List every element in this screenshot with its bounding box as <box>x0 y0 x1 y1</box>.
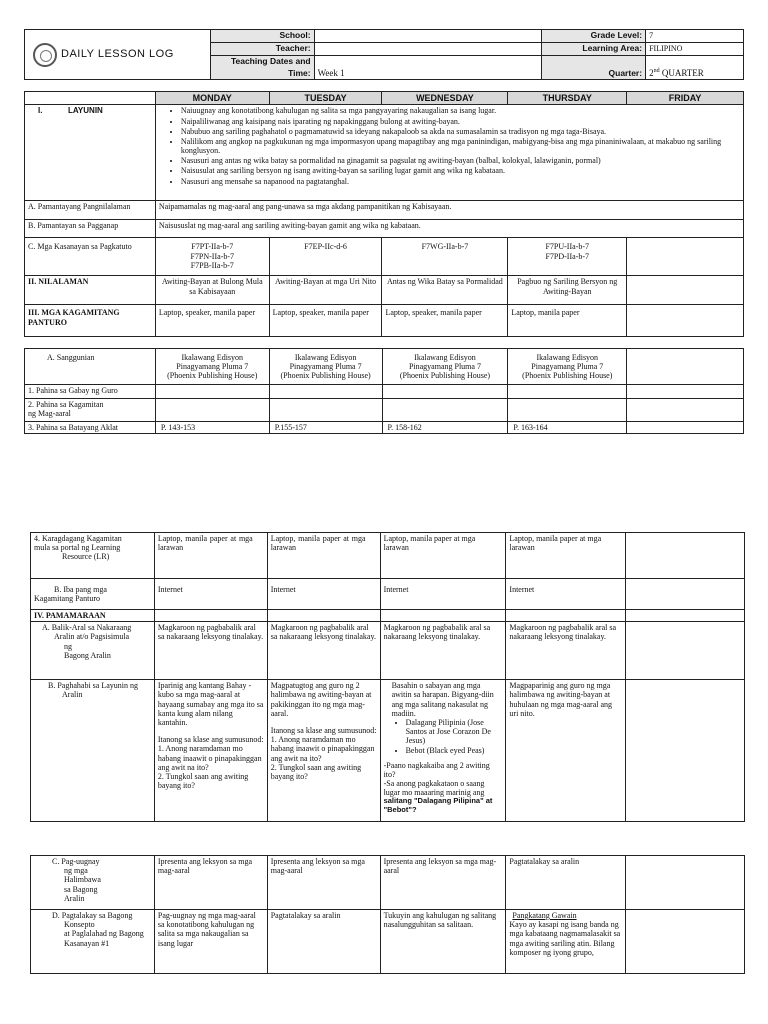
km-mon <box>155 399 269 422</box>
deped-seal-icon <box>33 43 57 67</box>
nilalaman-fri <box>627 276 744 305</box>
gabay-thu <box>508 385 627 399</box>
balik-aral-wed: Magkaroon ng pagbabalik aral sa nakaraang leksyong tinalakay. <box>380 622 506 680</box>
kasanayan-fri <box>627 238 744 276</box>
batayang-aklat-fri <box>627 422 744 434</box>
objective-item: • Nasusuri ang mensahe sa napanood na pagtatanghal. <box>181 177 740 186</box>
pag-uugnay-thu: Pagtatalakay sa aralin <box>506 856 626 910</box>
teacher-label: Teacher: <box>210 43 314 56</box>
pagtalakay-mon: Pag-uugnay ng mga mag-aaral sa konotatibong kahulugan ng salita sa mga nakaugalian sa isang lugar <box>154 910 267 974</box>
nilalaman-label: II. NILALAMAN <box>25 276 156 305</box>
layunin-list <box>155 105 743 201</box>
area-value: FILIPINO <box>646 43 744 56</box>
batayang-aklat-tue: P.155-157 <box>269 422 382 434</box>
iba-pang-mon: Internet <box>154 579 267 610</box>
pag-uugnay-tue: Ipresenta ang leksyon sa mga mag-aaral <box>267 856 380 910</box>
iba-pang-label: B. Iba pang mga Kagamitang Panturo <box>31 579 155 610</box>
lesson-table-3 <box>30 532 745 822</box>
nilalaman-tue: Awiting-Bayan at mga Uri Nito <box>269 276 382 305</box>
gabay-mon <box>155 385 269 399</box>
karagdagang-fri <box>626 533 745 579</box>
objective-item: • Naiuugnay ang konotatibong kahulugan ng salita sa mga pangyayaring nakaugalian sa isang lugar. <box>181 106 740 115</box>
gabay-label: 1. Pahina sa Gabay ng Guro <box>25 385 156 399</box>
balik-aral-mon: Magkaroon ng pagbabalik aral sa nakaraang leksyong tinalakay. <box>154 622 267 680</box>
pagganap-label: B. Pamantayan sa Pagganap <box>25 220 156 238</box>
gabay-tue <box>269 385 382 399</box>
time-label: Time: <box>210 68 314 80</box>
iba-pang-thu: Internet <box>506 579 626 610</box>
pm-thu <box>506 610 626 622</box>
kasanayan-wed: F7WG-IIa-b-7 <box>382 238 508 276</box>
logo-text: DAILY LESSON LOG <box>61 47 174 60</box>
pag-uugnay-mon: Ipresenta ang leksyon sa mga mag-aaral <box>154 856 267 910</box>
pagtalakay-fri <box>626 910 745 974</box>
km-wed <box>382 399 508 422</box>
pag-uugnay-fri <box>626 856 745 910</box>
pangnilalaman-value: Naipamamalas ng mag-aaral ang pang-unawa sa mga akdang pampanitikan ng Kabisayaan. <box>155 201 743 220</box>
sanggunian-mon: Ikalawang Edisyon Pinagyamang Pluma 7 (Phoenix Publishing House) <box>155 349 269 385</box>
kagamitan-thu: Laptop, manila paper <box>508 305 627 337</box>
pagtalakay-tue: Pagtatalakay sa aralin <box>267 910 380 974</box>
balik-aral-label: A. Balik-Aral sa Nakaraang Aralin at/o Pagsisimula ng Bagong Aralin <box>31 622 155 680</box>
grade-label: Grade Level: <box>542 30 646 43</box>
karagdagang-tue: Laptop, manila paper at mga larawan <box>267 533 380 579</box>
nilalaman-thu: Pagbuo ng Sariling Bersyon ng Awiting-Bayan <box>508 276 627 305</box>
pagtalakay-wed: Tukuyin ang kahulugan ng salitang nasalungguhitan sa salitaan. <box>380 910 506 974</box>
sanggunian-label: A. Sanggunian <box>25 349 156 385</box>
iba-pang-tue: Internet <box>267 579 380 610</box>
sanggunian-wed: Ikalawang Edisyon Pinagyamang Pluma 7 (Phoenix Publishing House) <box>382 349 508 385</box>
kagamitan-wed: Laptop, speaker, manila paper <box>382 305 508 337</box>
day-header-wednesday: WEDNESDAY <box>382 92 508 105</box>
karagdagang-wed: Laptop, manila paper at mga larawan <box>380 533 506 579</box>
sanggunian-tue: Ikalawang Edisyon Pinagyamang Pluma 7 (Phoenix Publishing House) <box>269 349 382 385</box>
grade-value: 7 <box>646 30 744 43</box>
batayang-aklat-wed: P. 158-162 <box>382 422 508 434</box>
gabay-fri <box>627 385 744 399</box>
school-value <box>314 30 542 43</box>
day-header-thursday: THURSDAY <box>508 92 627 105</box>
pm-mon <box>154 610 267 622</box>
batayang-aklat-label: 3. Pahina sa Batayang Aklat <box>25 422 156 434</box>
pm-fri <box>626 610 745 622</box>
kagamitan-label: III. MGA KAGAMITANG PANTURO <box>25 305 156 337</box>
kasanayan-label: C. Mga Kasanayan sa Pagkatuto <box>25 238 156 276</box>
batayang-aklat-mon: P. 143-153 <box>155 422 269 434</box>
pangnilalaman-label: A. Pamantayang Pangnilalaman <box>25 201 156 220</box>
objective-item: • Naipaliliwanag ang kaisipang nais iparating ng napakinggang bulong at awiting-bayan. <box>181 117 740 126</box>
pag-uugnay-label: C. Pag-uugnay ng mga Halimbawa sa Bagong Aralin <box>31 856 155 910</box>
pm-wed <box>380 610 506 622</box>
pm-tue <box>267 610 380 622</box>
batayang-aklat-thu: P. 163-164 <box>508 422 627 434</box>
sanggunian-thu: Ikalawang Edisyon Pinagyamang Pluma 7 (Phoenix Publishing House) <box>508 349 627 385</box>
layunin-label: I. LAYUNIN <box>25 105 156 201</box>
paghahabi-tue: Magpatugtog ang guro ng 2 halimbawa ng awiting-bayan at pakikinggan ito ng mga mag-aaral. Itanong sa klase ang sumusunod: 1. Anong naramdaman mo habang inaawit o pinapakinggan ang awit na ito? 2. Tungkol saan ang awiting bayang ito? <box>267 680 380 822</box>
objective-item: • Nalilikom ang angkop na pagkukunan ng mga impormasyon upang mapagtibay ang mga paninindigan, mabigyang-bisa ang mga pinaniniwalaan, at makabuo ng sariling konglusyon. <box>181 137 740 155</box>
karagdagang-mon: Laptop, manila paper at mga larawan <box>154 533 267 579</box>
day-header-tuesday: TUESDAY <box>269 92 382 105</box>
paghahabi-thu: Magpaparinig ang guro ng mga halimbawa ng awiting-bayan at huhulaan ng mga mag-aaral ang uri nito. <box>506 680 626 822</box>
quarter-value: 2nd QUARTER <box>646 55 744 80</box>
sanggunian-fri <box>627 349 744 385</box>
iba-pang-wed: Internet <box>380 579 506 610</box>
teacher-value <box>314 43 542 56</box>
pagtalakay-thu: Pangkatang Gawain Kayo ay kasapi ng isang banda ng mga kabataang nagmamalasakit sa mga awiting sariling atin. Bilang komposer ng iyong grupo, <box>506 910 626 974</box>
kasanayan-tue: F7EP-IIc-d-6 <box>269 238 382 276</box>
pamamaraan-label: IV. PAMAMARAAN <box>31 610 155 622</box>
kagamitan-mon: Laptop, speaker, manila paper <box>155 305 269 337</box>
day-header-friday: FRIDAY <box>627 92 744 105</box>
km-tue <box>269 399 382 422</box>
iba-pang-fri <box>626 579 745 610</box>
dates-value: Week 1 <box>314 55 542 80</box>
karagdagang-label: 4. Karagdagang Kagamitan mula sa portal ng Learning Resource (LR) <box>31 533 155 579</box>
km-fri <box>627 399 744 422</box>
gabay-wed <box>382 385 508 399</box>
km-thu <box>508 399 627 422</box>
school-label: School: <box>210 30 314 43</box>
nilalaman-mon: Awiting-Bayan at Bulong Mula sa Kabisayaan <box>155 276 269 305</box>
objective-item: • Nabubuo ang sariling paghahatol o pagmamatuwid sa ideyang nakapaloob sa akda na sumasalamin sa tradisyon ng mga taga-Bisaya. <box>181 127 740 136</box>
kagamitan-fri <box>627 305 744 337</box>
balik-aral-tue: Magkaroon ng pagbabalik aral sa nakaraang leksyong tinalakay. <box>267 622 380 680</box>
balik-aral-thu: Magkaroon ng pagbabalik aral sa nakaraang leksyong tinalakay. <box>506 622 626 680</box>
kagamitan-mag-aaral-label: 2. Pahina sa Kagamitan ng Mag-aaral <box>25 399 156 422</box>
day-header-monday: MONDAY <box>155 92 269 105</box>
pag-uugnay-wed: Ipresenta ang leksyon sa mga mag-aaral <box>380 856 506 910</box>
objective-item: • Naisusulat ang sariling bersyon ng isang awiting-bayan sa sariling lugar gamit ang wika ng kabataan. <box>181 166 740 175</box>
paghahabi-fri <box>626 680 745 822</box>
pagtalakay-label: D. Pagtalakay sa Bagong Konsepto at Paglalahad ng Bagong Kasanayan #1 <box>31 910 155 974</box>
nilalaman-wed: Antas ng Wika Batay sa Pormalidad <box>382 276 508 305</box>
paghahabi-mon: Iparinig ang kantang Bahay -kubo sa mga mag-aaral at hayaang sumabay ang mga ito sa kanta kung alam nilang kantahin. Itanong sa klase ang sumusunod: 1. Anong naramdaman mo habang inaawit o pinapakinggan ang awit na ito? 2. Tungkol saan ang awiting bayang ito? <box>154 680 267 822</box>
area-label: Learning Area: <box>542 43 646 56</box>
header-table <box>24 29 744 80</box>
lesson-table-4 <box>30 855 745 974</box>
dates-label: Teaching Dates and <box>210 55 314 67</box>
song-item: • Dalagang Pilipinia (Jose Santos at Jose Corazon De Jesus) <box>406 718 503 746</box>
objective-item: • Nasusuri ang antas ng wika batay sa pormalidad na ginagamit sa pagsulat ng awiting-bayan (balbal, kolokyal, lalawiganin, pormal) <box>181 156 740 165</box>
paghahabi-wed: Basahin o sabayan ang mga awitin sa harapan. Bigyang-diin ang mga salitang nakasulat ng madiin. • Dalagang Pilipinia (Jose Santos at Jose Corazon De Jesus) • Bebot (Black eyed Peas) -Paano nagkakaiba ang 2 awiting ito? -Sa anong pagkakataon o saang lugar mo maaaring marinig ang salitang "Dalagang Pilipina" at "Bebot"? <box>380 680 506 822</box>
logo-cell <box>25 30 211 80</box>
paghahabi-label: B. Paghahabi sa Layunin ng Aralin <box>31 680 155 822</box>
karagdagang-thu: Laptop, manila paper at mga larawan <box>506 533 626 579</box>
balik-aral-fri <box>626 622 745 680</box>
lesson-table-2 <box>24 348 744 434</box>
lesson-table-1 <box>24 91 744 337</box>
kagamitan-tue: Laptop, speaker, manila paper <box>269 305 382 337</box>
song-item: • Bebot (Black eyed Peas) <box>406 746 503 755</box>
quarter-label: Quarter: <box>542 55 646 80</box>
kasanayan-thu: F7PU-IIa-b-7 F7PD-IIa-b-7 <box>508 238 627 276</box>
pagganap-value: Naisususlat ng mag-aaral ang sariling awiting-bayan gamit ang wika ng kabataan. <box>155 220 743 238</box>
kasanayan-mon: F7PT-IIa-b-7 F7PN-IIa-b-7 F7PB-IIa-b-7 <box>155 238 269 276</box>
day-header-blank <box>25 92 156 105</box>
